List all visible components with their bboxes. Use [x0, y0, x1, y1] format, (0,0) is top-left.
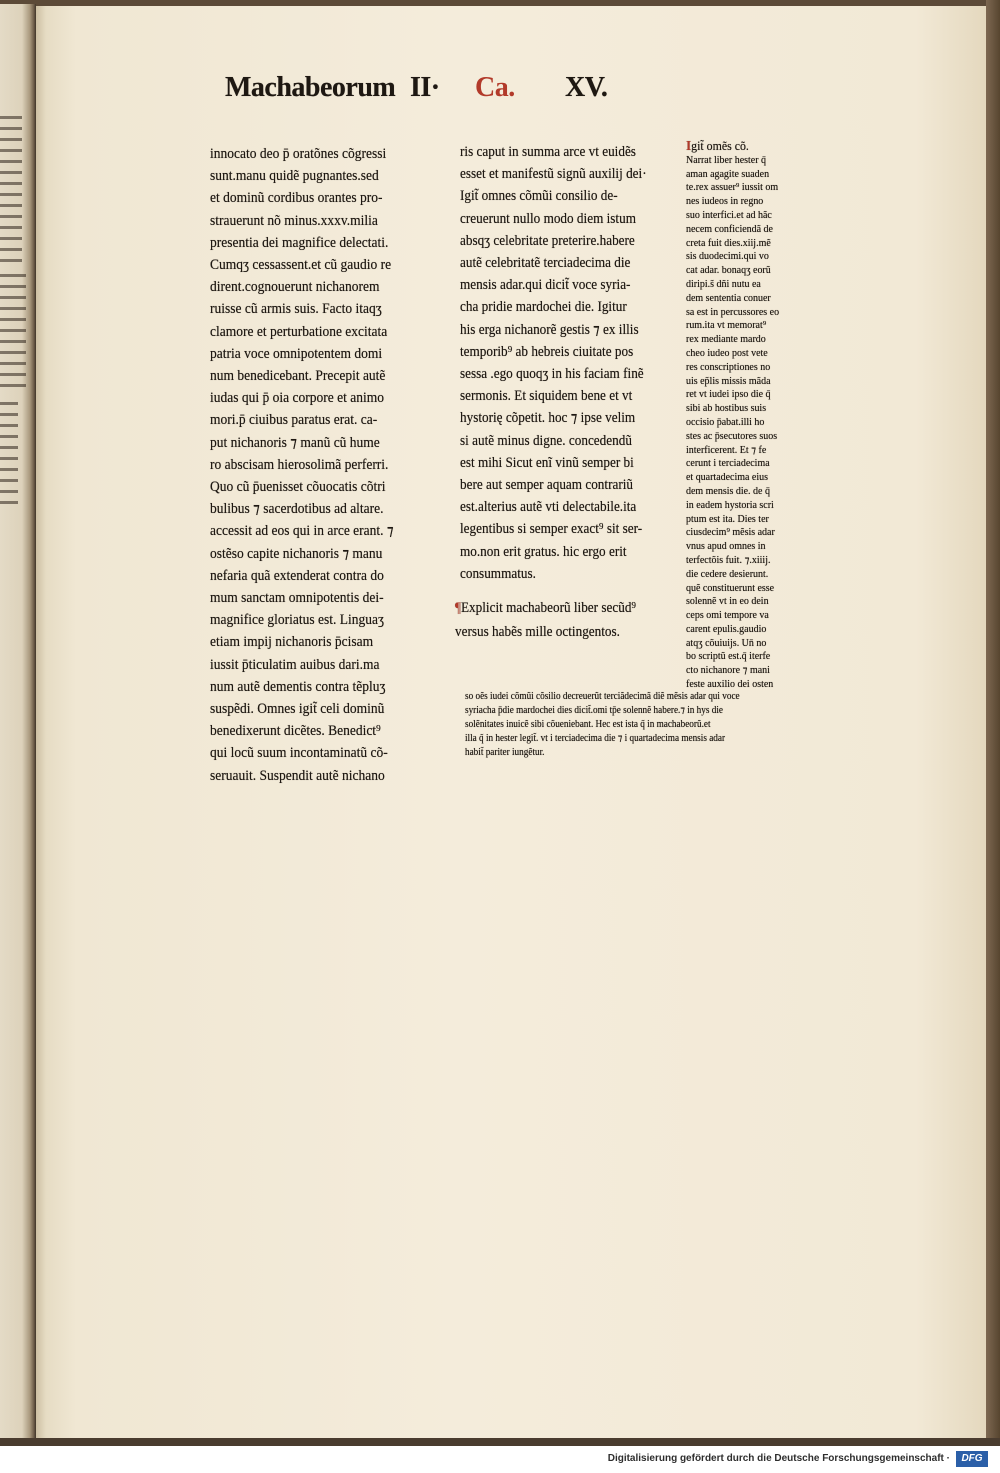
left-page-text-fragment — [0, 402, 18, 512]
text-line: magnifice gloriatus est. Linguaʒ — [210, 612, 384, 629]
dfg-logo: DFG — [956, 1451, 988, 1467]
text-line: si autẽ minus digne. concedendũ — [460, 432, 632, 449]
text-line: nefaria quã extenderat contra do — [210, 567, 384, 584]
gloss-line: rex mediante mardo — [686, 334, 766, 346]
text-line: iussit p̄ticulatim auibus dari.ma — [210, 656, 380, 673]
gloss-initial: I — [686, 139, 692, 154]
gloss-line: ptum est ita. Dies ter — [686, 513, 769, 525]
gloss-line: stes ac p̄secutores suos — [686, 430, 778, 442]
gloss-line: die cedere desierunt. — [686, 568, 769, 580]
gloss-line: sibi ab hostibus suis — [686, 403, 767, 415]
book-number: II· — [410, 72, 440, 103]
text-line: esset et manifestũ signũ auxilij dei· — [460, 166, 647, 183]
text-line: clamore et perturbatione excitata — [210, 323, 388, 340]
gloss-line: suo interfici.et ad hãc — [686, 209, 772, 221]
gloss-line: nes iudeos in regno — [686, 196, 764, 208]
gloss-line: diripi.s̃ dñi nutu ea — [686, 278, 761, 290]
text-line: legentibus si semper exact⁹ sit ser- — [460, 521, 643, 538]
bottom-gloss — [465, 690, 740, 760]
gloss-line: aman agagite suaden — [686, 168, 770, 180]
bottom-gloss-line: solẽnitates inuicẽ sibi cõueniebant. Hec est ista q̃ in machabeorũ.et — [465, 719, 711, 730]
bottom-gloss-line: illa q̃ in hester legit̃. vt i terciadecima die ⁊ i quartadecima mensis adar — [465, 733, 726, 744]
gloss-line: in eadem hystoria scri — [686, 499, 774, 511]
footer-credit: Digitalisierung gefördert durch die Deutsche Forschungsgemeinschaft · — [607, 1453, 950, 1464]
gloss-line: bo scriptũ est.q̄ iterfe — [686, 651, 771, 663]
text-line: suspẽdi. Omnes igit̃ celi dominũ — [210, 701, 385, 718]
book-frame-right — [986, 0, 1000, 1446]
text-line: est mihi Sicut enĩ vinũ semper bi — [460, 454, 634, 471]
gloss-line: cheo iudeo post vete — [686, 347, 768, 359]
text-line: iudas qui p̄ oia corpore et animo — [210, 390, 384, 407]
gloss-line: cto nichanore ⁊ mani — [686, 665, 770, 677]
gloss-line: occisio p̄abat.illi ho — [686, 416, 765, 428]
text-line: temporib⁹ ab hebreis ciuitate pos — [460, 343, 634, 360]
text-line: seruauit. Suspendit autẽ nichano — [210, 767, 385, 784]
left-page-edge — [0, 4, 36, 1440]
gloss-line: dem sententia conuer — [686, 292, 771, 304]
text-line: sermonis. Et siquidem bene et vt — [460, 388, 633, 405]
gloss-line: res conscriptiones no — [686, 361, 771, 373]
gloss-line: vnus apud omnes in — [686, 541, 766, 553]
left-page-text-fragment — [0, 116, 22, 266]
bottom-gloss-line: so oẽs iudei cõmũi cõsilio decreuerũt terciãdecimã diẽ mẽsis adar qui voce — [465, 691, 740, 702]
text-column-2 — [460, 141, 647, 585]
gloss-line: creta fuit dies.xiij.mẽ — [686, 237, 771, 249]
gloss-line: uis ep̃lis missis mãda — [686, 375, 771, 387]
gloss-line: quẽ constituerunt esse — [686, 582, 775, 594]
bottom-gloss-line: habit̃ pariter iungẽtur. — [465, 747, 545, 758]
text-line: Quo cũ p̄uenisset cõuocatis cõtri — [210, 479, 386, 496]
text-line: his erga nichanorẽ gestis ⁊ ex illis — [460, 321, 639, 338]
text-line: benedixerunt dicẽtes. Benedict⁹ — [210, 723, 381, 740]
gloss-line: te.rex assuer⁹ iussit om — [686, 182, 779, 194]
bottom-gloss-line: syriacha p̄die mardochei dies dicit̃.omi tp̄e solennẽ habere.⁊ in hys die — [465, 705, 724, 716]
explicit-line: versus habẽs mille octingentos. — [455, 624, 620, 640]
gloss-line: et quartadecima eius — [686, 472, 768, 484]
gloss-line: cerunt i terciadecima — [686, 458, 770, 470]
text-line: etiam impij nichanoris p̄cisam — [210, 634, 374, 651]
gloss-heading: git̃ omẽs cõ. — [691, 139, 749, 153]
text-line: et dominũ cordibus orantes pro- — [210, 190, 383, 207]
explicit — [455, 596, 636, 644]
text-line: dirent.cognouerunt nichanorem — [210, 279, 380, 296]
text-line: est.alterius autẽ vti delectabile.ita — [460, 499, 637, 516]
marginal-gloss — [686, 140, 779, 692]
text-line: cha pridie mardochei die. Igitur — [460, 299, 627, 316]
text-line: bulibus ⁊ sacerdotibus ad altare. — [210, 501, 384, 518]
gloss-line: Narrat liber hester q̄ — [686, 154, 767, 166]
rubric-pilcrow: ¶ — [455, 600, 461, 616]
text-line: sessa .ego quoqʒ in his faciam finẽ — [460, 366, 644, 383]
text-line: ro abscisam hierosolimã perferri. — [210, 456, 389, 473]
text-line: ostẽso capite nichanoris ⁊ manu — [210, 545, 383, 562]
text-line: innocato deo p̄ oratõnes cõgressi — [210, 146, 387, 162]
text-line: mori.p̄ ciuibus paratus erat. ca- — [210, 412, 378, 429]
left-page-text-fragment — [0, 274, 26, 394]
text-line: bere aut semper aquam contrariũ — [460, 477, 633, 494]
text-line: presentia dei magnifice delectati. — [210, 234, 389, 251]
gloss-line: terfectõis fuit. ⁊.xiiij. — [686, 554, 771, 566]
text-line: strauerunt nõ minus.xxxv.milia — [210, 212, 378, 229]
gloss-line: interficerent. Et ⁊ fe — [686, 444, 767, 456]
text-line: Igit̃ omnes cõmũi consilio de- — [460, 188, 618, 205]
text-line: mum sanctam omnipotentis dei- — [210, 590, 384, 607]
chapter-number: XV. — [565, 72, 608, 103]
text-line: absqʒ celebritate preterire.habere — [460, 232, 635, 249]
gloss-line: necem conficiendã de — [686, 223, 773, 235]
text-line: hystorię cõpetit. hoc ⁊ ipse velim — [460, 410, 636, 427]
text-line: ris caput in summa arce vt euidẽs — [460, 144, 636, 160]
gloss-line: ceps omi tempore va — [686, 610, 769, 622]
text-line: mo.non erit gratus. hic ergo erit — [460, 543, 627, 560]
gloss-line: carent epulis.gaudio — [686, 623, 767, 635]
text-line: mensis adar.qui dicit̃ voce syria- — [460, 277, 631, 294]
text-line: ruisse cũ armis suis. Facto itaqʒ — [210, 301, 382, 318]
running-title: Machabeorum — [225, 72, 396, 103]
book-frame-bottom — [0, 1438, 1000, 1446]
text-column-1 — [210, 143, 394, 787]
gloss-line: sa est in percussores eo — [686, 306, 780, 318]
gloss-line: dem mensis die. de q̄ — [686, 485, 770, 497]
gloss-line: atqʒ cõuiuijs. Un̄ no — [686, 637, 767, 649]
text-line: patria voce omnipotentem domi — [210, 345, 383, 362]
gloss-line: ciusdecim⁹ mẽsis adar — [686, 527, 775, 539]
gloss-line: solennẽ vt in eo dein — [686, 596, 769, 608]
chapter-label: Ca. — [475, 72, 515, 103]
text-line: consummatus. — [460, 565, 536, 582]
text-line: num autẽ dementis contra tẽpluʒ — [210, 678, 386, 695]
footer-bar — [0, 1446, 1000, 1473]
gloss-line: cat adar. bonaqʒ eorũ — [686, 265, 771, 277]
text-line: num benedicebant. Precepit autẽ — [210, 368, 386, 385]
gloss-line: ret vt iudei ipso die q̄ — [686, 389, 771, 401]
text-line: sunt.manu quidẽ pugnantes.sed — [210, 168, 379, 185]
text-line: creuerunt nullo modo diem istum — [460, 210, 636, 227]
text-line: qui locũ suum incontaminatũ cõ- — [210, 745, 388, 762]
text-line: Cumqʒ cessassent.et cũ gaudio re — [210, 257, 392, 274]
text-line: autẽ celebritatẽ terciadecima die — [460, 255, 631, 272]
text-line: accessit ad eos qui in arce erant. ⁊ — [210, 523, 394, 540]
explicit-line: Explicit machabeorũ liber secũd⁹ — [460, 600, 637, 616]
gloss-line: rum.ita vt memorat⁹ — [686, 320, 767, 332]
gloss-line: feste auxilio dei osten — [686, 679, 774, 691]
text-line: put nichanoris ⁊ manũ cũ hume — [210, 434, 380, 451]
gloss-line: sis duodecimi.qui vo — [686, 251, 769, 263]
